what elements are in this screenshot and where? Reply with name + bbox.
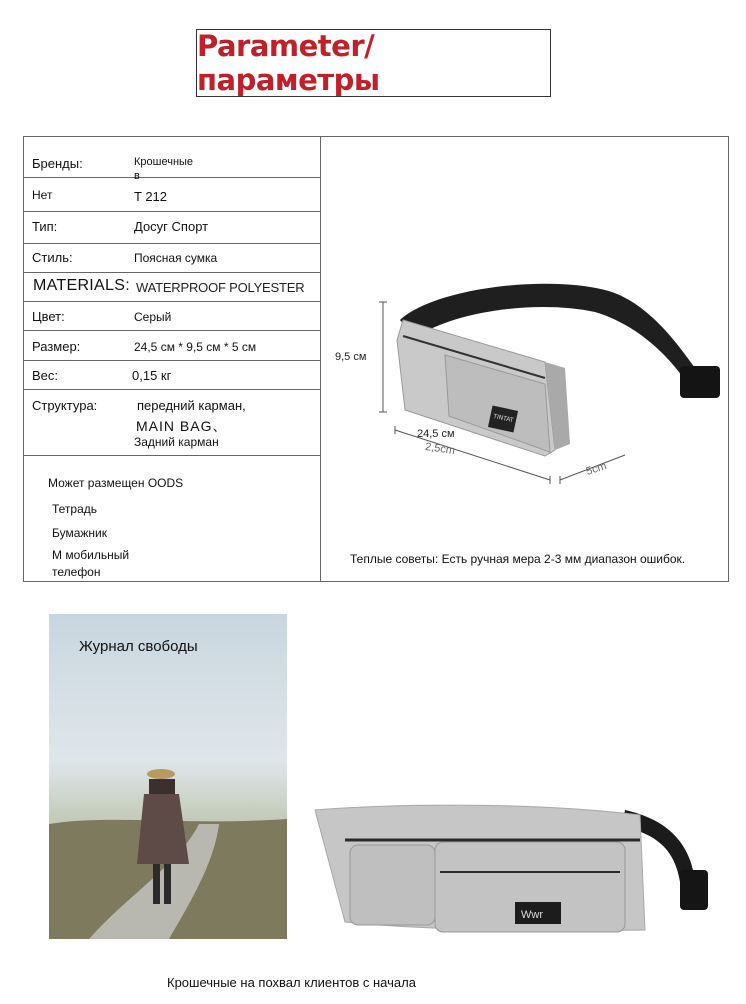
capacity-item: Тетрадь xyxy=(52,502,98,516)
brand-tag-text: Wwr xyxy=(521,909,543,921)
person-shawl xyxy=(137,794,189,864)
spec-label-style: Стиль: xyxy=(32,250,73,265)
buckle-icon xyxy=(680,366,720,398)
spec-value-style: Поясная сумка xyxy=(134,251,218,265)
page-title: Parameter/параметры xyxy=(197,29,380,97)
caption: Крошечные на похвал клиентов с начала xyxy=(167,975,416,990)
buckle-icon xyxy=(680,870,708,910)
row-divider xyxy=(24,360,320,361)
spec-label-size: Размер: xyxy=(32,339,81,354)
structure-line-1: передний карман, xyxy=(137,398,246,413)
spec-label-materials: MATERIALS: xyxy=(33,277,130,294)
spec-label-type: Тип: xyxy=(32,219,58,234)
spec-label-number: Нет xyxy=(32,188,53,202)
row-divider xyxy=(24,330,320,331)
spec-value-number: T 212 xyxy=(134,189,168,204)
journal-title: Журнал свободы xyxy=(79,638,198,655)
spec-value-type: Досуг Спорт xyxy=(134,219,209,234)
capacity-item: Бумажник xyxy=(52,526,108,540)
height-label: 9,5 см xyxy=(335,351,367,363)
spec-label-weight: Вес: xyxy=(32,368,59,383)
row-divider xyxy=(24,455,320,456)
journal-scene xyxy=(49,614,287,939)
dimension-diagram xyxy=(345,280,735,490)
width-label: 24,5 см xyxy=(417,428,455,440)
product-photo xyxy=(300,790,740,950)
structure-line-2: MAIN BAG、 xyxy=(136,418,228,434)
spec-value-color: Серый xyxy=(134,310,172,324)
person-leg xyxy=(153,864,160,904)
brand-tag-text: TINTAT xyxy=(492,413,515,425)
depth-label: 5cm xyxy=(584,460,609,478)
spec-label-brand: Бренды: xyxy=(32,156,83,171)
row-divider xyxy=(24,301,320,302)
spec-value-size: 24,5 см * 9,5 см * 5 см xyxy=(134,340,257,354)
row-divider xyxy=(24,272,320,273)
spec-value-weight: 0,15 кг xyxy=(132,368,172,383)
row-divider xyxy=(24,389,320,390)
spec-value-materials: WATERPROOF POLYESTER xyxy=(136,280,305,295)
capacity-item: M мобильный xyxy=(52,548,130,562)
person-leg xyxy=(164,864,171,904)
spec-label-color: Цвет: xyxy=(32,309,65,324)
spec-value-brand: Крошечные в xyxy=(134,156,194,182)
hat-icon xyxy=(147,769,175,779)
tip-text: Теплые советы: Есть ручная мера 2-3 мм диапазон ошибок. xyxy=(350,552,686,566)
left-pocket-shape xyxy=(350,845,435,925)
journal-cover xyxy=(49,614,287,939)
height-dimension-line xyxy=(379,302,387,412)
width-label-faded: 2,5cm xyxy=(424,440,456,458)
row-divider xyxy=(24,243,320,244)
table-divider xyxy=(320,137,321,581)
capacity-title: Может размещен OODS xyxy=(48,476,184,490)
capacity-item: телефон xyxy=(52,565,101,579)
spec-label-structure: Структура: xyxy=(32,398,98,413)
row-divider xyxy=(24,211,320,212)
title-box xyxy=(196,29,551,97)
structure-line-3: Задний карман xyxy=(134,435,219,449)
